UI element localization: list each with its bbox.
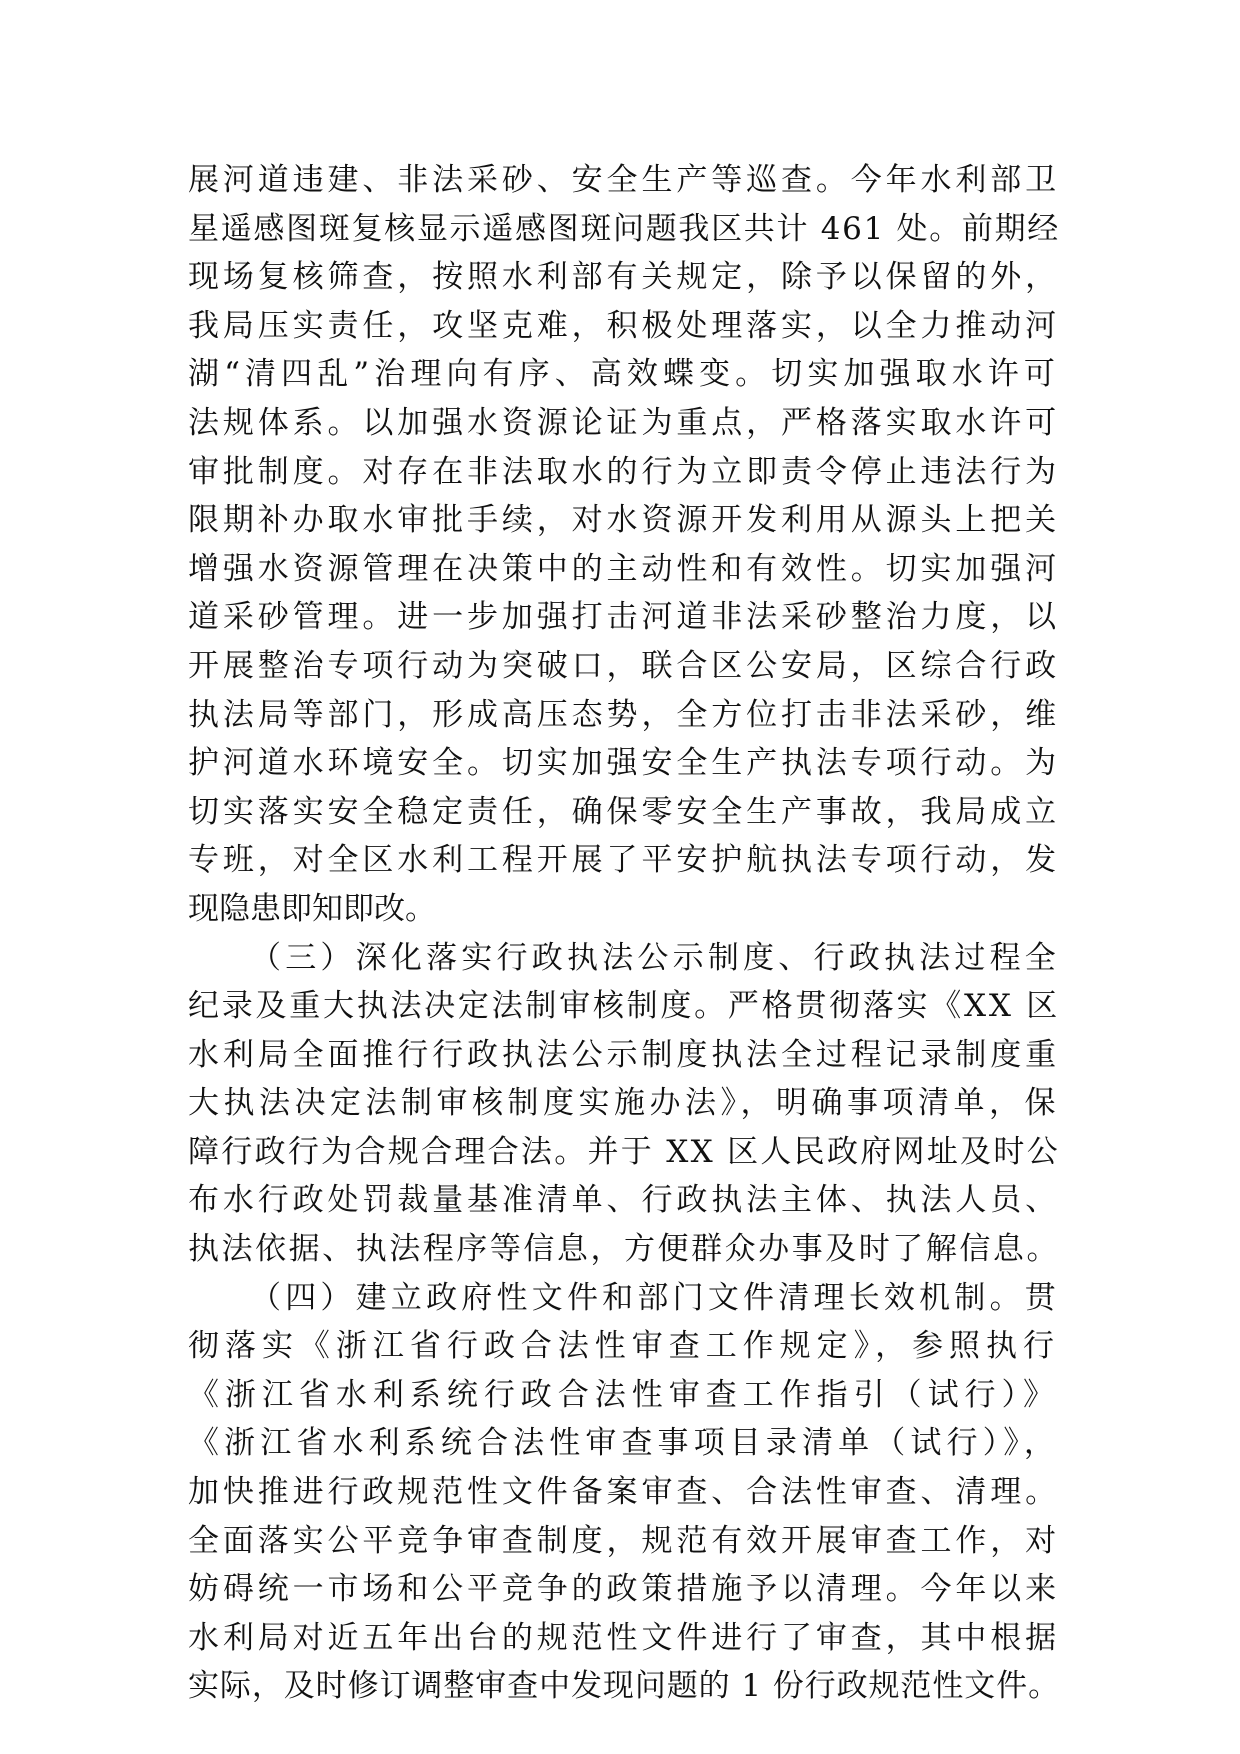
text-line: 限期补办取水审批手续，对水资源开发利用从源头上把关 xyxy=(188,502,1060,539)
text-line: 大执法决定法制审核制度实施办法》，明确事项清单，保 xyxy=(188,1085,1060,1122)
text-line: 星遥感图斑复核显示遥感图斑问题我区共计 461 处。前期经 xyxy=(188,210,1060,247)
text-line: 专班，对全区水利工程开展了平安护航执法专项行动，发 xyxy=(188,842,1060,879)
text-line: 执法依据、执法程序等信息，方便群众办事及时了解信息。 xyxy=(188,1231,1060,1268)
text-line: 道采砂管理。进一步加强打击河道非法采砂整治力度，以 xyxy=(188,599,1060,636)
text-line: 开展整治专项行动为突破口，联合区公安局，区综合行政 xyxy=(188,647,1060,684)
text-line: 障行政行为合规合理合法。并于 XX 区人民政府网址及时公 xyxy=(188,1133,1060,1170)
text-line: 护河道水环境安全。切实加强安全生产执法专项行动。为 xyxy=(188,745,1060,782)
text-line: 实际，及时修订调整审查中发现问题的 1 份行政规范性文件。 xyxy=(188,1668,1060,1705)
text-line: 水利局对近五年出台的规范性文件进行了审查，其中根据 xyxy=(188,1619,1060,1656)
text-line: 现场复核筛查，按照水利部有关规定，除予以保留的外， xyxy=(188,259,1060,296)
text-line: 执法局等部门，形成高压态势，全方位打击非法采砂，维 xyxy=(188,696,1060,733)
text-line: 展河道违建、非法采砂、安全生产等巡查。今年水利部卫 xyxy=(188,162,1060,198)
text-line: 纪录及重大执法决定法制审核制度。严格贯彻落实《XX 区 xyxy=(188,988,1060,1025)
text-line: 加快推进行政规范性文件备案审查、合法性审查、清理。 xyxy=(188,1474,1060,1511)
text-line: （三）深化落实行政执法公示制度、行政执法过程全 xyxy=(250,939,1060,976)
text-line: 法规体系。以加强水资源论证为重点，严格落实取水许可 xyxy=(188,404,1060,441)
text-line: 全面落实公平竞争审查制度，规范有效开展审查工作，对 xyxy=(188,1522,1060,1559)
document-body xyxy=(188,156,1060,1711)
text-line: 审批制度。对存在非法取水的行为立即责令停止违法行为 xyxy=(188,453,1060,490)
text-line: 水利局全面推行行政执法公示制度执法全过程记录制度重 xyxy=(188,1036,1060,1073)
text-line: 增强水资源管理在决策中的主动性和有效性。切实加强河 xyxy=(188,550,1060,587)
text-line: 彻落实《浙江省行政合法性审查工作规定》，参照执行 xyxy=(188,1328,1060,1365)
text-line: 我局压实责任，攻坚克难，积极处理落实，以全力推动河 xyxy=(188,307,1060,344)
text-line: 《浙江省水利系统合法性审查事项目录清单（试行）》， xyxy=(188,1425,1060,1462)
text-line: 切实落实安全稳定责任，确保零安全生产事故，我局成立 xyxy=(188,793,1060,830)
text-line: 《浙江省水利系统行政合法性审查工作指引（试行）》 xyxy=(188,1376,1060,1413)
text-line: 现隐患即知即改。 xyxy=(188,890,436,927)
text-line: （四）建立政府性文件和部门文件清理长效机制。贯 xyxy=(250,1279,1060,1316)
text-line: 湖“清四乱”治理向有序、高效蝶变。切实加强取水许可 xyxy=(188,356,1060,393)
text-line: 布水行政处罚裁量基准清单、行政执法主体、执法人员、 xyxy=(188,1182,1060,1219)
text-line: 妨碍统一市场和公平竞争的政策措施予以清理。今年以来 xyxy=(188,1571,1060,1608)
